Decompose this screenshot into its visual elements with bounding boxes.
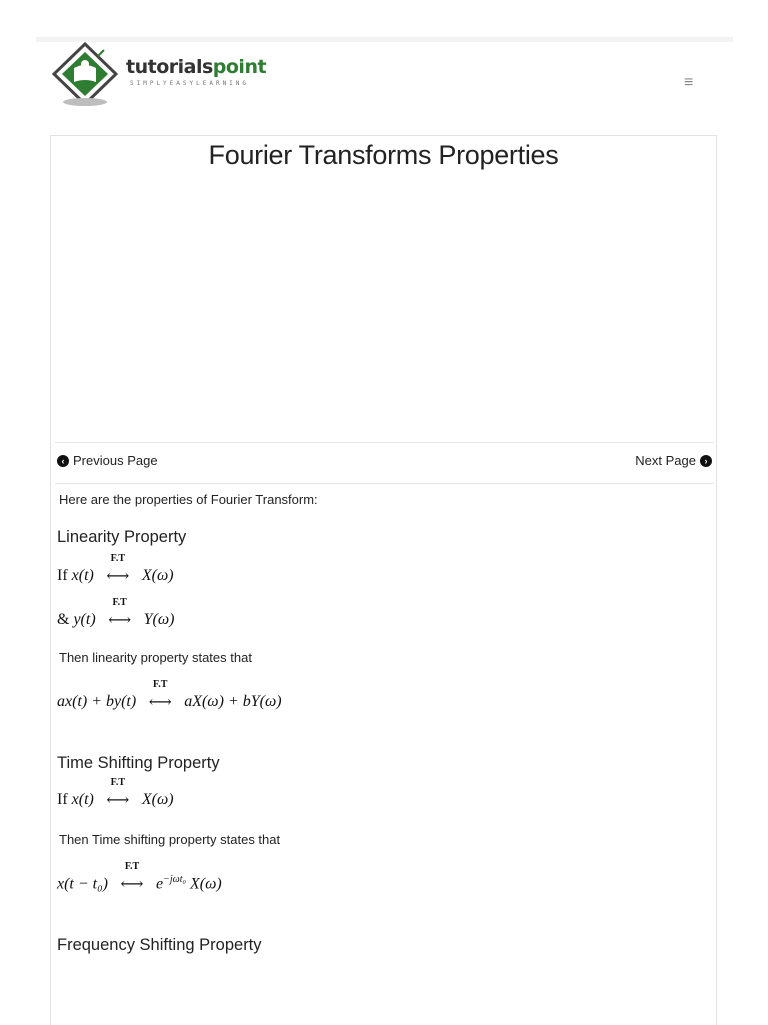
tutorialspoint-logo[interactable] xyxy=(50,42,290,108)
logo-tagline: SIMPLYEASYLEARNING xyxy=(130,80,250,87)
chevron-right-circle-icon: › xyxy=(700,455,712,467)
eq-rhs-tail: X(ω) xyxy=(189,875,222,893)
eq-lhs: ax(t) + by(t) xyxy=(57,693,137,710)
ft-arrow xyxy=(143,679,177,712)
content-card xyxy=(50,135,717,1025)
page-navigation xyxy=(55,442,714,484)
ft-arrow-glyph: ⟷ xyxy=(120,876,144,894)
ft-arrow-glyph: ⟷ xyxy=(108,612,132,629)
ft-arrow-glyph: ⟷ xyxy=(148,694,172,711)
eq-prefix: If xyxy=(57,791,68,808)
intro-text: Here are the properties of Fourier Transform: xyxy=(59,492,318,507)
ft-arrow-label: F.T xyxy=(153,679,168,690)
ft-arrow-label: F.T xyxy=(110,777,126,788)
ft-arrow-glyph: ⟷ xyxy=(106,568,130,585)
eq-rhs: Y(ω) xyxy=(143,611,175,628)
freq-shift-heading: Frequency Shifting Property xyxy=(57,936,262,954)
ft-arrow xyxy=(101,777,135,810)
ft-arrow-label: F.T xyxy=(112,597,127,608)
ad-space xyxy=(51,196,716,436)
linearity-heading: Linearity Property xyxy=(57,528,187,546)
ft-arrow-label: F.T xyxy=(124,861,140,873)
eq-rhs: X(ω) xyxy=(141,567,174,584)
linearity-equation-1 xyxy=(57,553,174,586)
logo-emblem-icon xyxy=(50,42,120,108)
ft-arrow xyxy=(101,553,135,586)
previous-page-link[interactable] xyxy=(57,453,158,468)
ft-arrow-label: F.T xyxy=(110,553,126,564)
time-shift-heading: Time Shifting Property xyxy=(57,754,220,772)
page-title: Fourier Transforms Properties xyxy=(208,140,559,170)
linearity-equation-3 xyxy=(57,679,282,712)
eq-rhs: aX(ω) + bY(ω) xyxy=(184,693,282,710)
eq-lhs: x(t − t₀) xyxy=(57,875,109,893)
time-shift-equation-2 xyxy=(57,861,222,894)
logo-wordmark: tutorialspoint xyxy=(126,56,267,78)
ft-arrow xyxy=(103,597,137,630)
eq-rhs-base: e xyxy=(156,875,164,893)
eq-lhs: x(t) xyxy=(71,791,94,808)
ft-arrow-glyph: ⟷ xyxy=(106,792,130,809)
site-header xyxy=(36,42,733,122)
eq-rhs: X(ω) xyxy=(141,791,174,808)
previous-page-label: Previous Page xyxy=(73,453,158,468)
eq-prefix: & xyxy=(57,611,70,628)
next-page-label: Next Page xyxy=(635,453,696,468)
chevron-left-circle-icon: ‹ xyxy=(57,455,69,467)
eq-rhs-exponent: −jωt₀ xyxy=(163,874,186,885)
time-shift-statement: Then Time shifting property states that xyxy=(59,832,281,847)
eq-lhs: x(t) xyxy=(71,567,94,584)
eq-prefix: If xyxy=(57,567,68,584)
time-shift-equation-1 xyxy=(57,777,174,810)
eq-lhs: y(t) xyxy=(73,611,96,628)
hamburger-icon[interactable]: ≡ xyxy=(684,74,694,91)
linearity-equation-2 xyxy=(57,597,175,630)
linearity-statement: Then linearity property states that xyxy=(59,650,252,665)
next-page-link[interactable] xyxy=(635,453,712,468)
ft-arrow xyxy=(115,861,149,894)
